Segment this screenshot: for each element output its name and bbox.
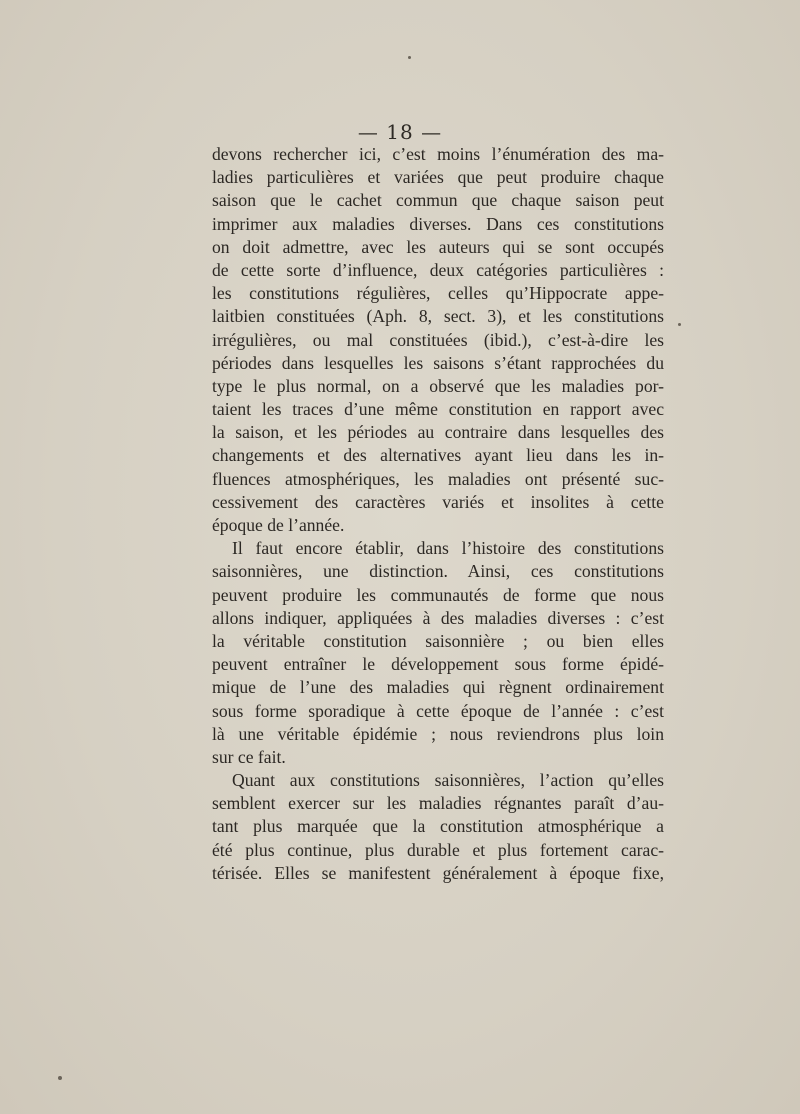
text-line: térisée. Elles se manifestent généralement à époque fixe,	[212, 862, 664, 883]
text-line: taient les traces d’une même constitution en rapport avec	[212, 399, 664, 420]
text-line: de cette sorte d’influence, deux catégories particulières :	[212, 259, 664, 280]
paper-speck	[678, 323, 681, 326]
text-line: fluences atmosphériques, les maladies ont présenté suc-	[212, 468, 664, 489]
text-line: là une véritable épidémie ; nous reviendrons plus loin	[212, 723, 664, 744]
page-number: — 18 —	[357, 120, 443, 144]
text-line: devons rechercher ici, c’est moins l’énumération des ma-	[212, 144, 664, 164]
text-line: la véritable constitution saisonnière ; ou bien elles	[212, 630, 664, 651]
text-line: type le plus normal, on a observé que les maladies por-	[212, 375, 664, 396]
text-line: laitbien constituées (Aph. 8, sect. 3), et les constitutions	[212, 306, 664, 327]
text-line: on doit admettre, avec les auteurs qui se sont occupés	[212, 236, 664, 257]
text-line: peuvent produire les communautés de forme que nous	[212, 584, 664, 605]
text-line: sur ce fait.	[212, 746, 286, 767]
text-line: allons indiquer, appliquées à des maladies diverses : c’est	[212, 607, 664, 628]
text-line: Quant aux constitutions saisonnières, l’action qu’elles	[232, 770, 664, 791]
text-line: changements et des alternatives ayant lieu dans les in-	[212, 445, 664, 466]
text-line: périodes dans lesquelles les saisons s’étant rapprochées du	[212, 352, 664, 373]
text-line: été plus continue, plus durable et plus fortement carac-	[212, 839, 664, 860]
text-line: sous forme sporadique à cette époque de l’année : c’est	[212, 700, 664, 721]
text-line: ladies particulières et variées que peut produire chaque	[212, 167, 664, 188]
text-line: époque de l’année.	[212, 515, 345, 535]
text-line: saison que le cachet commun que chaque saison peut	[212, 190, 664, 211]
text-line: saisonnières, une distinction. Ainsi, ces constitutions	[212, 561, 664, 582]
text-line: les constitutions régulières, celles qu’Hippocrate appe-	[212, 283, 664, 304]
paper-speck	[408, 56, 411, 59]
text-line: cessivement des caractères variés et insolites à cette	[212, 491, 664, 512]
body-text	[212, 143, 664, 885]
text-line: tant plus marquée que la constitution atmosphérique a	[212, 816, 664, 837]
text-line: peuvent entraîner le développement sous forme épidé-	[212, 654, 664, 675]
text-line: imprimer aux maladies diverses. Dans ces constitutions	[212, 213, 664, 234]
paper-speck	[58, 1076, 62, 1080]
text-line: semblent exercer sur les maladies régnantes paraît d’au-	[212, 793, 664, 814]
text-line: Il faut encore établir, dans l’histoire des constitutions	[232, 538, 664, 559]
text-line: la saison, et les périodes au contraire dans lesquelles des	[212, 422, 664, 443]
text-line: mique de l’une des maladies qui règnent ordinairement	[212, 677, 664, 698]
text-line: irrégulières, ou mal constituées (ibid.), c’est-à-dire les	[212, 329, 664, 350]
